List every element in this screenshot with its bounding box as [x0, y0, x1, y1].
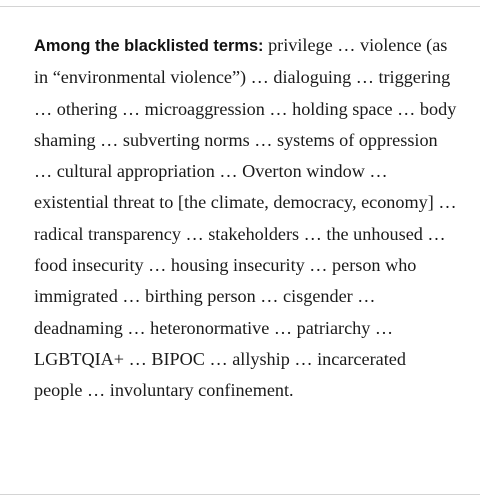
excerpt-lead: Among the blacklisted terms: [34, 37, 264, 55]
bottom-divider [0, 494, 480, 495]
top-divider [0, 6, 480, 7]
excerpt-paragraph [34, 30, 458, 407]
excerpt-body: privilege … violence (as in “environmental violence”) … dialoguing … triggering … othering … microaggression … holding space … body shaming … subverting norms … systems of oppression … cultural appropriation … Overton window … existential threat to [the climate, democracy, economy] … radical transparency … stakeholders … the unhoused … food insecurity … housing insecurity … person who immigrated … birthing person … cisgender … deadnaming … heteronormative … patriarchy … LGBTQIA+ … BIPOC … allyship … incarcerated people … involuntary confinement. [34, 35, 457, 401]
excerpt-block [34, 30, 458, 407]
